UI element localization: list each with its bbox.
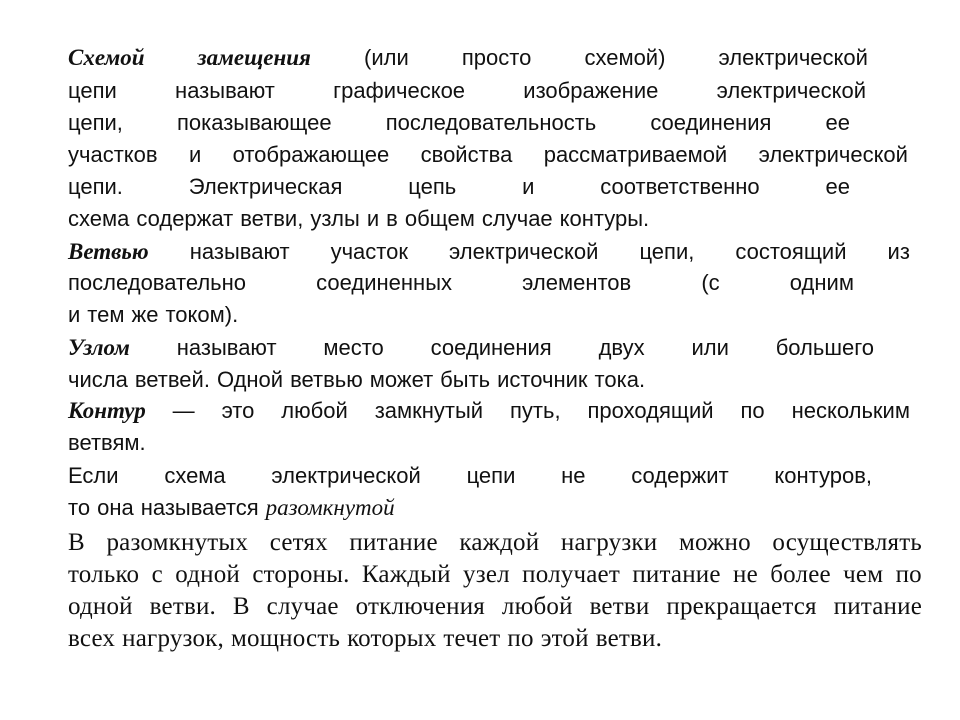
para-node-line-1	[68, 333, 874, 363]
word: числа	[68, 367, 128, 392]
term-scheme: Схемой	[68, 45, 145, 70]
word: электрической	[449, 239, 599, 264]
word: по	[740, 398, 765, 423]
word: ветвям.	[68, 430, 146, 455]
word: и	[522, 174, 535, 199]
word: свойства	[420, 142, 513, 167]
para-scheme-line-3	[68, 108, 850, 138]
para-scheme-line-5	[68, 172, 850, 202]
word: каждой	[459, 529, 540, 556]
word: показывающее	[176, 110, 332, 135]
word: питание	[349, 529, 438, 556]
term-node: Узлом	[68, 335, 130, 360]
word: этой	[540, 625, 589, 652]
para-scheme-line-1	[68, 43, 868, 73]
para-radial-line-3	[68, 592, 922, 622]
word: одной	[68, 593, 133, 620]
word: двух	[598, 335, 645, 360]
word: В	[232, 593, 250, 620]
word: всех	[68, 625, 116, 652]
word: быть	[440, 367, 491, 392]
word: нескольким	[791, 398, 910, 423]
para-radial-line-2	[68, 560, 922, 590]
word: последовательно	[68, 270, 247, 295]
word: и	[366, 206, 380, 231]
para-scheme-line-2	[68, 76, 866, 106]
word: узел	[463, 561, 510, 588]
word: нагрузки	[560, 529, 658, 556]
word: мощность	[230, 625, 341, 652]
word: или	[691, 335, 729, 360]
term-open-circuit: разомкнутой	[265, 495, 395, 520]
para-radial-line-4	[68, 624, 669, 654]
word: замкнутый	[374, 398, 484, 423]
word: участок	[330, 239, 408, 264]
term-branch: Ветвью	[68, 239, 149, 264]
word: называют	[175, 78, 275, 103]
word: ветвью	[290, 367, 363, 392]
word: прекращается	[666, 593, 817, 620]
word: Электрическая	[188, 174, 343, 199]
word: соединенных	[316, 270, 453, 295]
word: не	[561, 463, 586, 488]
word: содержит	[631, 463, 729, 488]
word: отображающее	[232, 142, 390, 167]
word: элементов	[522, 270, 632, 295]
word: графическое	[333, 78, 466, 103]
word: содержат	[136, 206, 234, 231]
term-contour: Контур	[68, 398, 146, 423]
word: Одной	[216, 367, 284, 392]
para-contour-line-1	[68, 396, 910, 426]
para-scheme-line-6	[68, 204, 656, 234]
word: отключения	[355, 593, 485, 620]
word: она	[97, 495, 134, 520]
word: с	[151, 561, 163, 588]
word: В	[68, 529, 85, 556]
word: то	[68, 495, 91, 520]
term-scheme-2: замещения	[197, 45, 311, 70]
word: электрической	[271, 463, 421, 488]
word: электрической	[718, 45, 868, 70]
word: любой	[501, 593, 573, 620]
word: из	[887, 239, 910, 264]
word: соответственно	[600, 174, 760, 199]
word: ветви.	[149, 593, 216, 620]
para-branch-line-1	[68, 237, 910, 267]
word: соединения	[430, 335, 552, 360]
word: же	[131, 302, 159, 327]
para-radial-line-1	[68, 528, 922, 558]
word: питание	[833, 593, 922, 620]
word: питание	[632, 561, 721, 588]
word: не	[733, 561, 758, 588]
word: по	[507, 625, 534, 652]
word: цепи	[68, 78, 117, 103]
word: схема	[68, 206, 130, 231]
word: ветвей.	[134, 367, 210, 392]
word: ветви.	[595, 625, 663, 652]
word: осуществлять	[772, 529, 922, 556]
para-open-line-1	[68, 461, 872, 491]
word: тока.	[594, 367, 646, 392]
word: ее	[825, 110, 850, 135]
word: случае	[266, 593, 339, 620]
word: ветви,	[240, 206, 304, 231]
word: любой	[281, 398, 348, 423]
word: только	[68, 561, 140, 588]
para-branch-line-3	[68, 300, 245, 330]
word: —	[172, 398, 195, 423]
word: одной	[175, 561, 240, 588]
para-branch-line-2	[68, 268, 854, 298]
word: это	[221, 398, 255, 423]
word: называют	[189, 239, 290, 264]
word: более	[770, 561, 831, 588]
word: просто	[461, 45, 532, 70]
word: ветви	[589, 593, 650, 620]
word: проходящий	[587, 398, 714, 423]
word: путь,	[510, 398, 561, 423]
word: электрической	[758, 142, 908, 167]
word: может	[369, 367, 434, 392]
word: цепь	[408, 174, 457, 199]
word: чем	[843, 561, 884, 588]
word: называется	[140, 495, 259, 520]
word: участков	[68, 142, 158, 167]
word: называют	[176, 335, 277, 360]
word: и	[68, 302, 81, 327]
word: схема	[164, 463, 226, 488]
word: электрической	[716, 78, 866, 103]
word: источник	[497, 367, 588, 392]
word: последовательность	[385, 110, 597, 135]
word: рассматриваемой	[543, 142, 728, 167]
word: Каждый	[361, 561, 451, 588]
word: получает	[522, 561, 620, 588]
word: и	[188, 142, 202, 167]
word: течет	[443, 625, 501, 652]
word: нагрузок,	[122, 625, 224, 652]
word: общем	[404, 206, 475, 231]
word: (с	[701, 270, 720, 295]
word: которых	[347, 625, 437, 652]
word: место	[323, 335, 384, 360]
word: стороны.	[252, 561, 350, 588]
word: контуры.	[559, 206, 650, 231]
word: можно	[678, 529, 751, 556]
word: Если	[68, 463, 119, 488]
word: ее	[825, 174, 850, 199]
word: током).	[165, 302, 239, 327]
word: в	[386, 206, 398, 231]
word: цепи.	[68, 174, 123, 199]
word: изображение	[523, 78, 659, 103]
word: случае	[481, 206, 553, 231]
word: тем	[87, 302, 125, 327]
para-scheme-line-4	[68, 140, 908, 170]
word: (или	[364, 45, 409, 70]
word: одним	[789, 270, 854, 295]
para-contour-line-2	[68, 428, 153, 458]
word: большего	[775, 335, 874, 360]
word: состоящий	[735, 239, 847, 264]
para-open-line-2	[68, 493, 402, 523]
word: цепи,	[68, 110, 123, 135]
word: схемой)	[584, 45, 666, 70]
word: цепи,	[639, 239, 695, 264]
word: соединения	[650, 110, 772, 135]
word: по	[895, 561, 922, 588]
word: узлы	[310, 206, 360, 231]
word: цепи	[466, 463, 516, 488]
word: контуров,	[774, 463, 872, 488]
word: сетях	[269, 529, 328, 556]
word: разомкнутых	[106, 529, 249, 556]
para-node-line-2	[68, 365, 652, 395]
